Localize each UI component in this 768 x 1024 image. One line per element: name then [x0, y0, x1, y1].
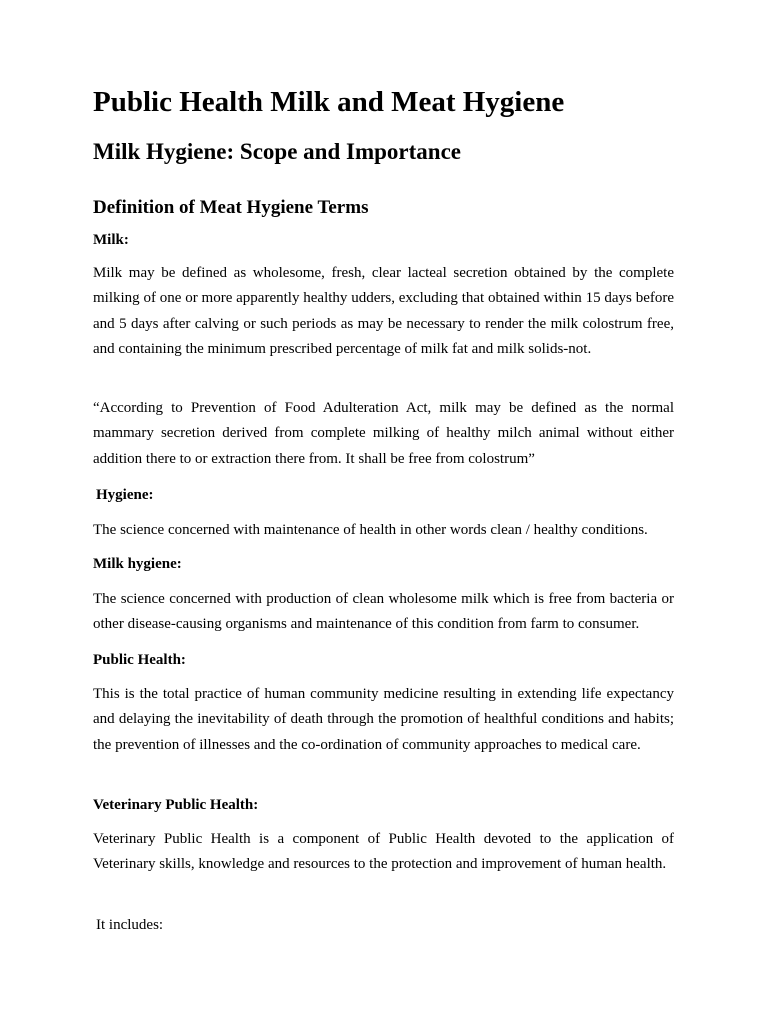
term-public-health-definition: This is the total practice of human community medicine resulting in extending life expectancy and delaying the inevitability of death through the promotion of healthful conditions and habits; the prevention of illnesses and the co-ordination of community approaches to medical care.: [93, 686, 674, 753]
term-milk-hygiene-definition: The science concerned with production of clean wholesome milk which is free from bacteria or other disease-causing organisms and maintenance of this condition from farm to consumer.: [93, 591, 674, 633]
term-hygiene-definition: The science concerned with maintenance of health in other words clean / healthy conditions.: [93, 522, 648, 538]
term-veterinary-public-health-definition: Veterinary Public Health is a component of Public Health devoted to the application of Veterinary skills, knowledge and resources to the protection and improvement of human health.: [93, 831, 674, 873]
term-veterinary-public-health-label: Veterinary Public Health:: [93, 797, 259, 813]
term-milk-hygiene-label: Milk hygiene:: [93, 556, 182, 572]
term-milk-definition: Milk may be defined as wholesome, fresh, clear lacteal secretion obtained by the complete milking of one or more apparently healthy udders, excluding that obtained within 15 days before and 5 days after calving or such periods as may be necessary to render the milk colostrum free, and containing the minimum prescribed percentage of milk fat and milk solids-not.: [93, 265, 674, 358]
document-title: Public Health Milk and Meat Hygiene: [93, 86, 565, 118]
term-milk-quote: “According to Prevention of Food Adulteration Act, milk may be defined as the normal mammary secretion derived from complete milking of healthy milch animal without either addition there to or extraction there from. It shall be free from colostrum”: [93, 400, 674, 467]
term-veterinary-includes: It includes:: [96, 917, 164, 933]
section-heading: Definition of Meat Hygiene Terms: [93, 197, 369, 218]
term-hygiene-label: Hygiene:: [96, 487, 154, 503]
document-subtitle: Milk Hygiene: Scope and Importance: [93, 139, 461, 164]
term-public-health-label: Public Health:: [93, 652, 186, 668]
term-milk-label: Milk:: [93, 232, 129, 248]
